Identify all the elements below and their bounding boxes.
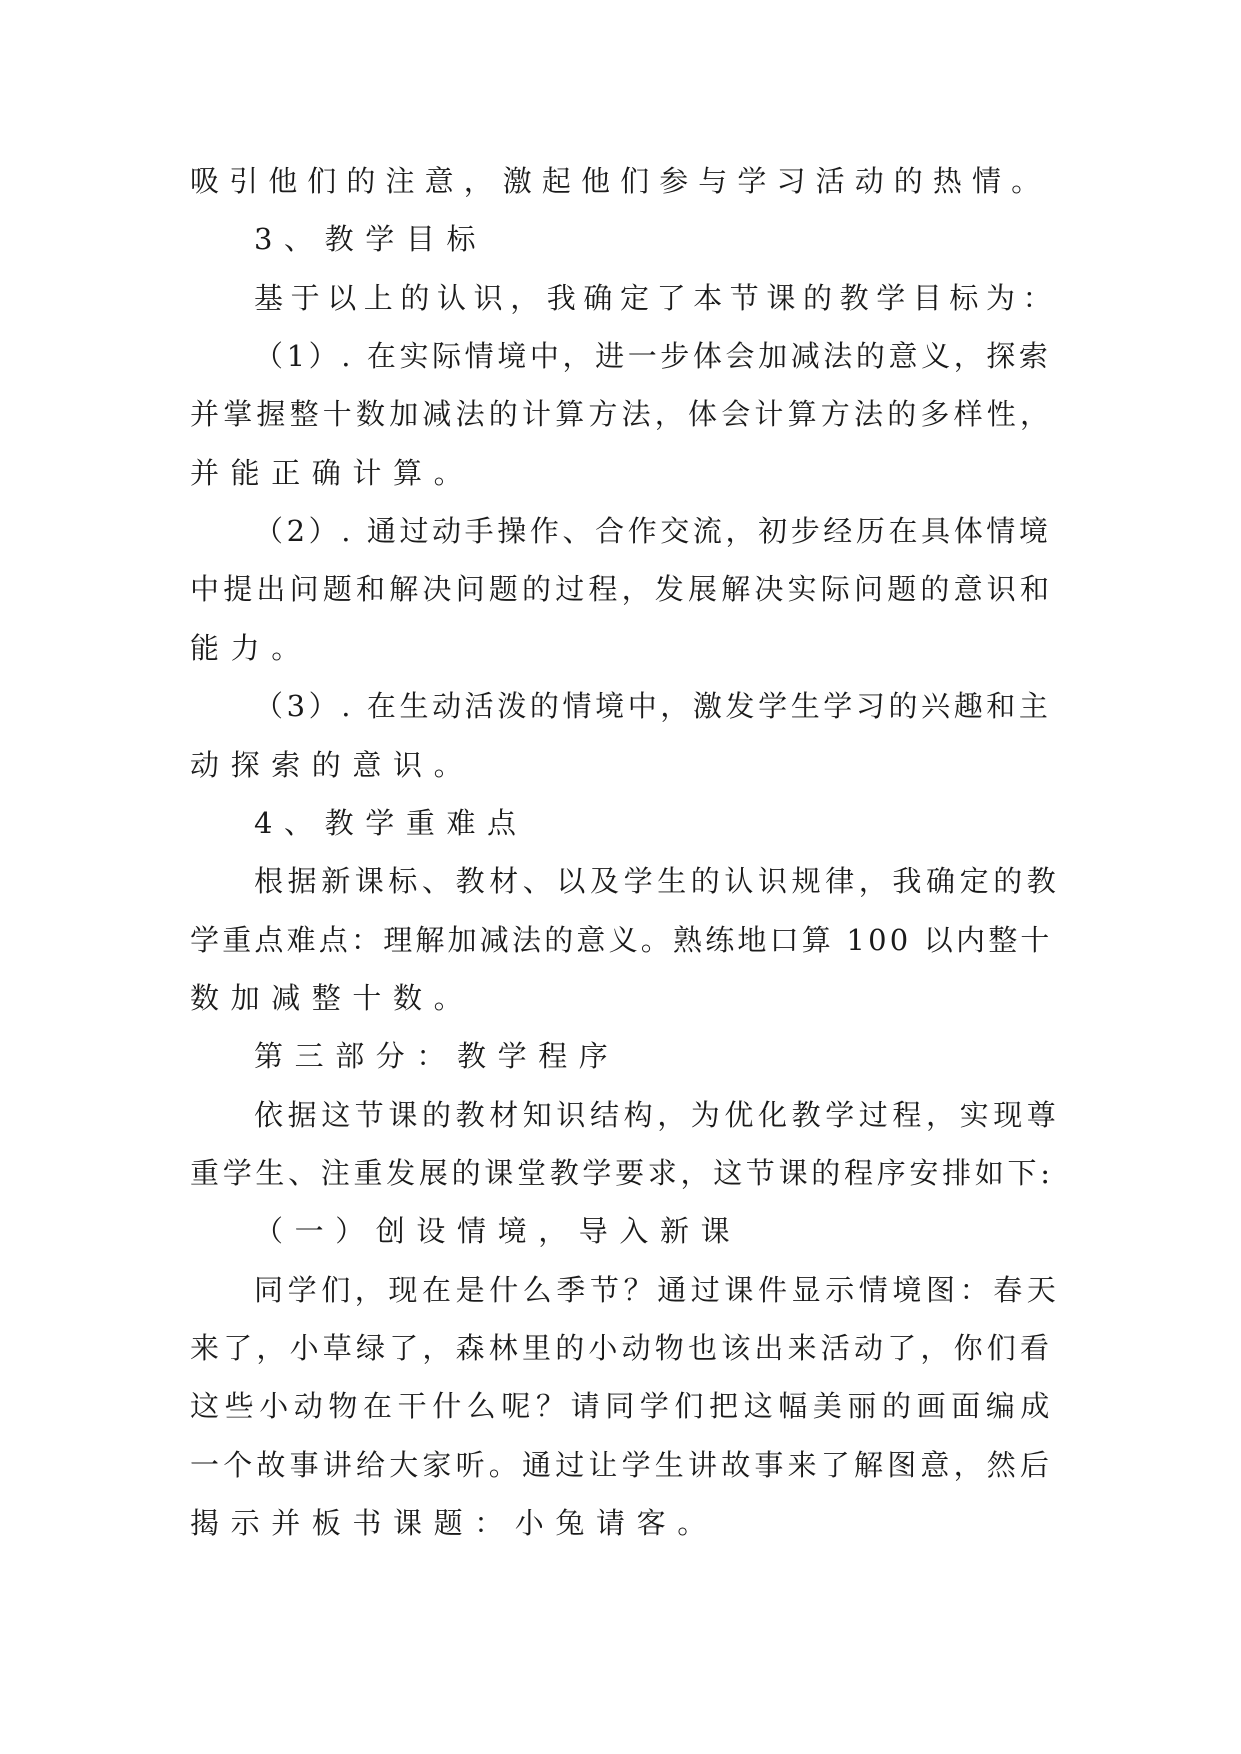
subsection-heading: （一）创设情境，导入新课 xyxy=(254,1214,742,1248)
paragraph-line: 揭示并板书课题：小兔请客。 xyxy=(190,1506,718,1540)
paragraph-line: 学重点难点：理解加减法的意义。熟练地口算 100 以内整十 xyxy=(190,923,1053,957)
paragraph-line: 这些小动物在干什么呢？请同学们把这幅美丽的画面编成 xyxy=(190,1389,1056,1423)
paragraph-line: 中提出问题和解决问题的过程，发展解决实际问题的意识和 xyxy=(190,572,1054,606)
paragraph-line: 并掌握整十数加减法的计算方法，体会计算方法的多样性， xyxy=(190,397,1054,431)
paragraph-line: 重学生、注重发展的课堂教学要求，这节课的程序安排如下: xyxy=(190,1156,1054,1190)
section-heading: 3、教学目标 xyxy=(254,222,488,256)
paragraph-line: 同学们，现在是什么季节？通过课件显示情境图：春天 xyxy=(254,1273,1061,1307)
paragraph-line: 基于以上的认识，我确定了本节课的教学目标为： xyxy=(254,281,1060,315)
paragraph-line: （1）. 在实际情境中，进一步体会加减法的意义，探索 xyxy=(254,339,1052,373)
paragraph-line: （3）. 在生动活泼的情境中，激发学生学习的兴趣和主 xyxy=(254,689,1052,723)
section-heading: 4、教学重难点 xyxy=(254,806,528,840)
paragraph-line: （2）. 通过动手操作、合作交流，初步经历在具体情境 xyxy=(254,514,1052,548)
paragraph-line: 动探索的意识。 xyxy=(190,748,475,782)
paragraph-line: 数加减整十数。 xyxy=(190,981,475,1015)
paragraph-line: 一个故事讲给大家听。通过让学生讲故事来了解图意，然后 xyxy=(190,1448,1054,1482)
section-heading: 第三部分：教学程序 xyxy=(254,1039,620,1073)
paragraph-line: 依据这节课的教材知识结构，为优化教学过程，实现尊 xyxy=(254,1098,1061,1132)
paragraph-line: 能力。 xyxy=(190,631,312,665)
paragraph-line: 并能正确计算。 xyxy=(190,456,475,490)
paragraph-line: 根据新课标、教材、以及学生的认识规律，我确定的教 xyxy=(254,864,1061,898)
paragraph-line: 吸引他们的注意，激起他们参与学习活动的热情。 xyxy=(190,164,1051,198)
paragraph-line: 来了，小草绿了，森林里的小动物也该出来活动了，你们看 xyxy=(190,1331,1054,1365)
